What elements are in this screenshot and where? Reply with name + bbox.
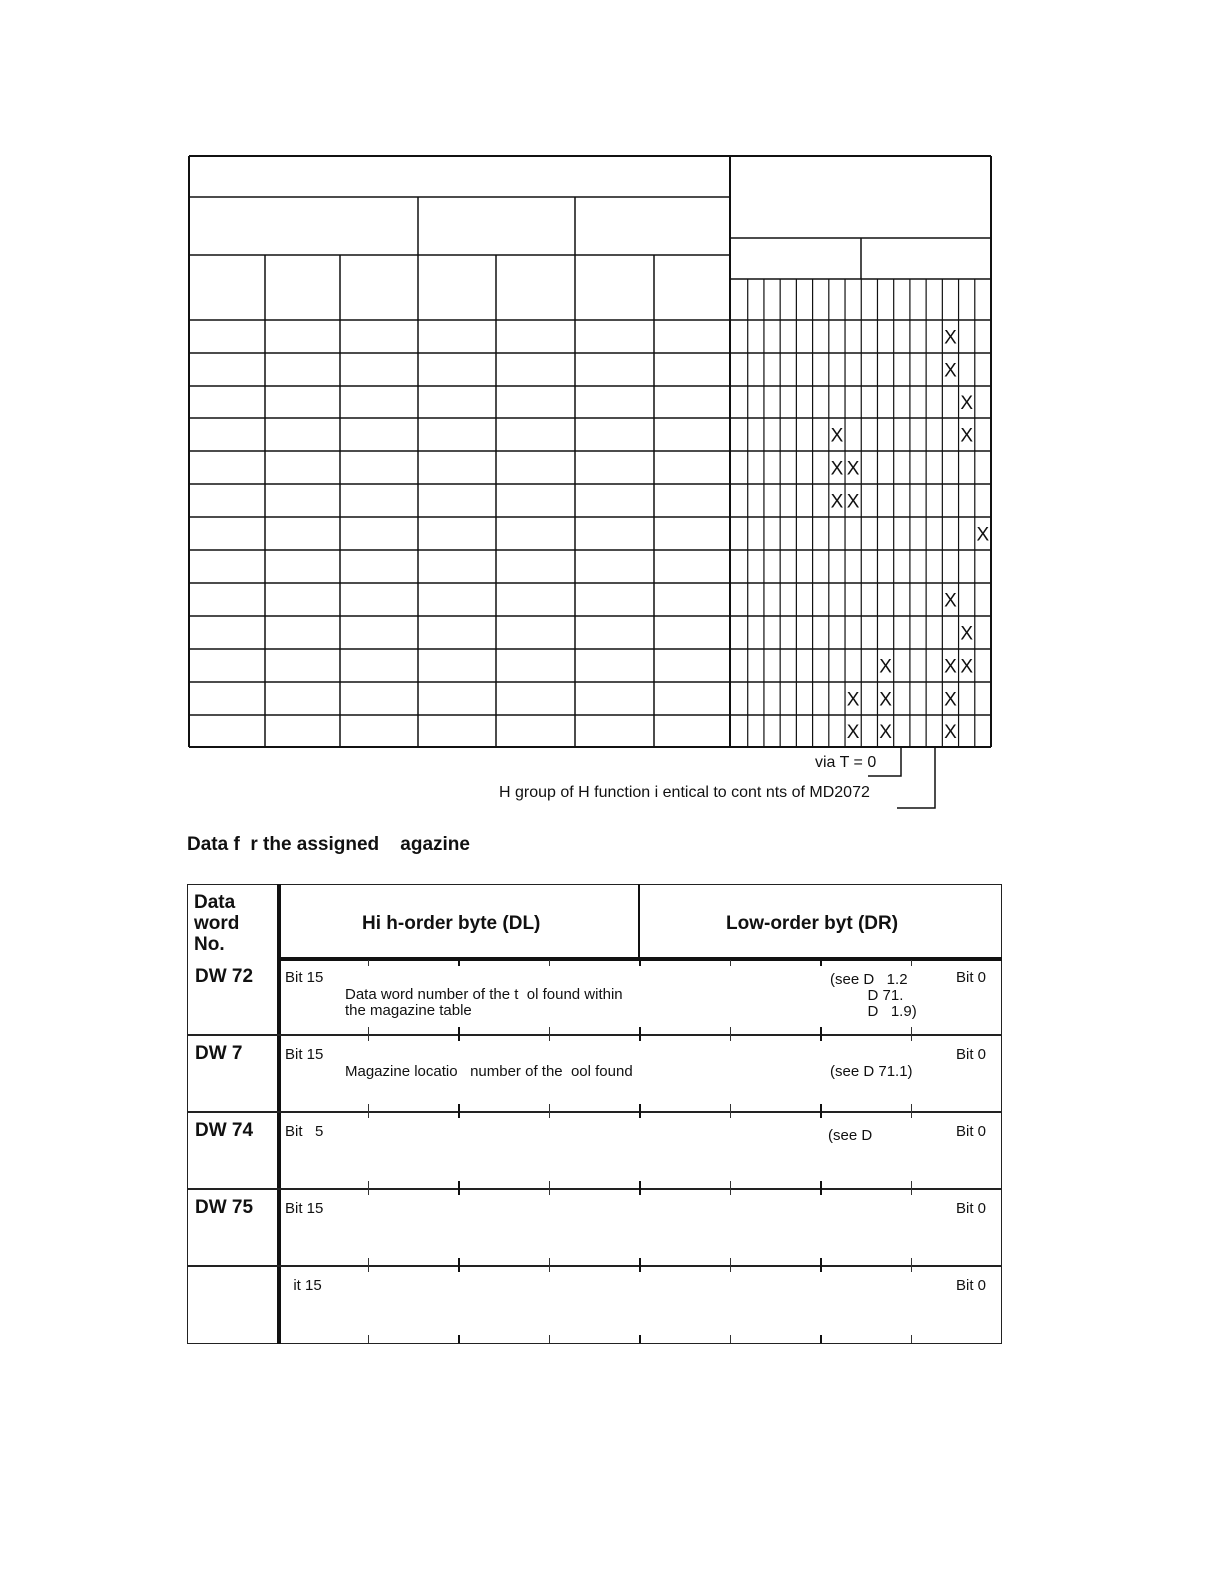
x-mark: X [944, 656, 957, 678]
bit-tick [911, 1181, 912, 1189]
dw-label: DW 74 [195, 1120, 254, 1141]
x-mark: X [879, 656, 892, 678]
bit-tick [820, 1266, 822, 1272]
bit-tick [458, 1104, 460, 1112]
header-data-word-no: Data word No. [194, 892, 240, 955]
x-mark: X [976, 524, 990, 546]
bit-tick [549, 1258, 550, 1266]
bit-right-label: Bit 0 [956, 1200, 987, 1217]
bit-tick [730, 1104, 731, 1112]
bit-tick [368, 1027, 369, 1035]
x-mark: X [944, 590, 957, 612]
bit-tick [730, 1027, 731, 1035]
bit-tick [820, 1335, 822, 1343]
x-mark: X [879, 689, 892, 711]
bit-tick [368, 1266, 369, 1272]
bit-tick [458, 1035, 460, 1041]
bit-tick [820, 1189, 822, 1195]
dw-label: DW 72 [195, 966, 254, 987]
header-low-order-byte: Low-order byt (DR) [726, 913, 899, 934]
bit-tick [911, 1258, 912, 1266]
bit-right-label: Bit 0 [956, 1046, 987, 1063]
bit-right-label: Bit 0 [956, 1277, 987, 1294]
x-mark: X [944, 327, 957, 349]
bit-tick [458, 1258, 460, 1266]
bit-left-label: Bit 15 [285, 1046, 324, 1063]
bit-tick [911, 1266, 912, 1272]
bit-tick [730, 1189, 731, 1195]
bit-tick [549, 1335, 550, 1343]
bit-tick [639, 1189, 641, 1195]
bit-left-label: Bit 15 [285, 1200, 324, 1217]
bit-tick [730, 1112, 731, 1118]
bit-tick [639, 1335, 641, 1343]
x-mark: X [960, 623, 974, 645]
bit-tick [458, 1027, 460, 1035]
dw-label: DW 7 [195, 1043, 243, 1064]
bit-tick [820, 1112, 822, 1118]
bit-tick [368, 1335, 369, 1343]
bit-tick [458, 1181, 460, 1189]
x-mark: X [846, 722, 860, 743]
bit-left-label: Bit 5 [285, 1123, 324, 1140]
bit-tick [911, 1112, 912, 1118]
bit-tick [368, 1104, 369, 1112]
bit-tick [730, 1266, 731, 1272]
bit-tick [730, 1335, 731, 1343]
x-mark: X [944, 722, 957, 743]
bit-tick [730, 1035, 731, 1041]
bit-tick [820, 1035, 822, 1041]
x-mark: X [960, 393, 974, 414]
bit-tick [549, 1266, 550, 1272]
x-mark: X [960, 425, 974, 447]
column-separator [277, 884, 281, 1344]
bit-tick [549, 1035, 550, 1041]
bit-tick [639, 1258, 641, 1266]
header-separator [638, 884, 640, 960]
x-mark: X [960, 656, 974, 678]
bit-tick [730, 960, 731, 966]
via-t-note: via T = 0 [815, 754, 877, 771]
dw-label: DW 75 [195, 1197, 254, 1218]
h-group-note: H group of H function i entical to cont nts of MD2072 [499, 784, 870, 801]
row-line [187, 1265, 1002, 1267]
x-mark: X [846, 491, 860, 513]
bit-tick [368, 960, 369, 966]
bit-tick [458, 1335, 460, 1343]
note-connectors [868, 748, 935, 808]
bit-tick [549, 1181, 550, 1189]
bit-tick [911, 1104, 912, 1112]
bit-tick [549, 1027, 550, 1035]
bit-tick [368, 1189, 369, 1195]
bit-tick [730, 1258, 731, 1266]
x-mark: X [944, 689, 957, 711]
bit-tick [820, 1181, 822, 1189]
row-description: Data word number of the t ol found within the magazine table [345, 986, 623, 1019]
bit-tick [368, 1181, 369, 1189]
bit-tick [549, 1112, 550, 1118]
bit-tick [549, 960, 550, 966]
row-reference: (see D 71.1) [830, 1063, 913, 1080]
x-mark: X [830, 458, 844, 480]
row-line [187, 1188, 1002, 1190]
h-group-connector [897, 748, 935, 808]
x-mark: X [830, 425, 844, 447]
bit-tick [639, 1027, 641, 1035]
bit-tick [639, 1112, 641, 1118]
bit-tick [911, 1335, 912, 1343]
bit-tick [911, 1027, 912, 1035]
bit-tick [911, 960, 912, 966]
row-description: Magazine locatio number of the ool found [345, 1063, 633, 1080]
bit-tick [911, 1189, 912, 1195]
bit-tick [820, 1258, 822, 1266]
bit-tick [368, 1258, 369, 1266]
bit-tick [458, 960, 460, 966]
x-mark: X [846, 689, 860, 711]
bit-right-label: Bit 0 [956, 1123, 987, 1140]
row-line [187, 1034, 1002, 1036]
x-mark: X [879, 722, 892, 743]
bit-tick [458, 1266, 460, 1272]
table-frame [187, 884, 1002, 1344]
bit-tick [549, 1189, 550, 1195]
bit-tick [639, 960, 641, 966]
row-reference: (see D [828, 1127, 873, 1144]
data-word-table [187, 884, 1002, 1344]
x-mark: X [846, 458, 860, 480]
bit-tick [820, 1104, 822, 1112]
bit-tick [368, 1035, 369, 1041]
bit-tick [820, 960, 822, 966]
bit-tick [549, 1104, 550, 1112]
bit-tick [458, 1189, 460, 1195]
bit-tick [458, 1112, 460, 1118]
bit-tick [639, 1181, 641, 1189]
bit-tick [639, 1104, 641, 1112]
bit-left-label: Bit 15 [285, 969, 324, 986]
header-high-order-byte: Hi h-order byte (DL) [362, 913, 541, 934]
bit-tick [639, 1266, 641, 1272]
section-heading: Data f r the assigned agazine [187, 834, 470, 855]
x-mark: X [944, 360, 957, 382]
bit-right-label: Bit 0 [956, 969, 987, 986]
bit-tick [820, 1027, 822, 1035]
bit-tick [911, 1035, 912, 1041]
row-line [187, 1111, 1002, 1113]
bit-tick [368, 1112, 369, 1118]
bit-left-label: it 15 [285, 1277, 322, 1294]
bit-tick [639, 1035, 641, 1041]
x-mark: X [830, 491, 844, 513]
bit-tick [730, 1181, 731, 1189]
row-reference: (see D 1.2 D 71. D 1.9) [830, 971, 917, 1020]
